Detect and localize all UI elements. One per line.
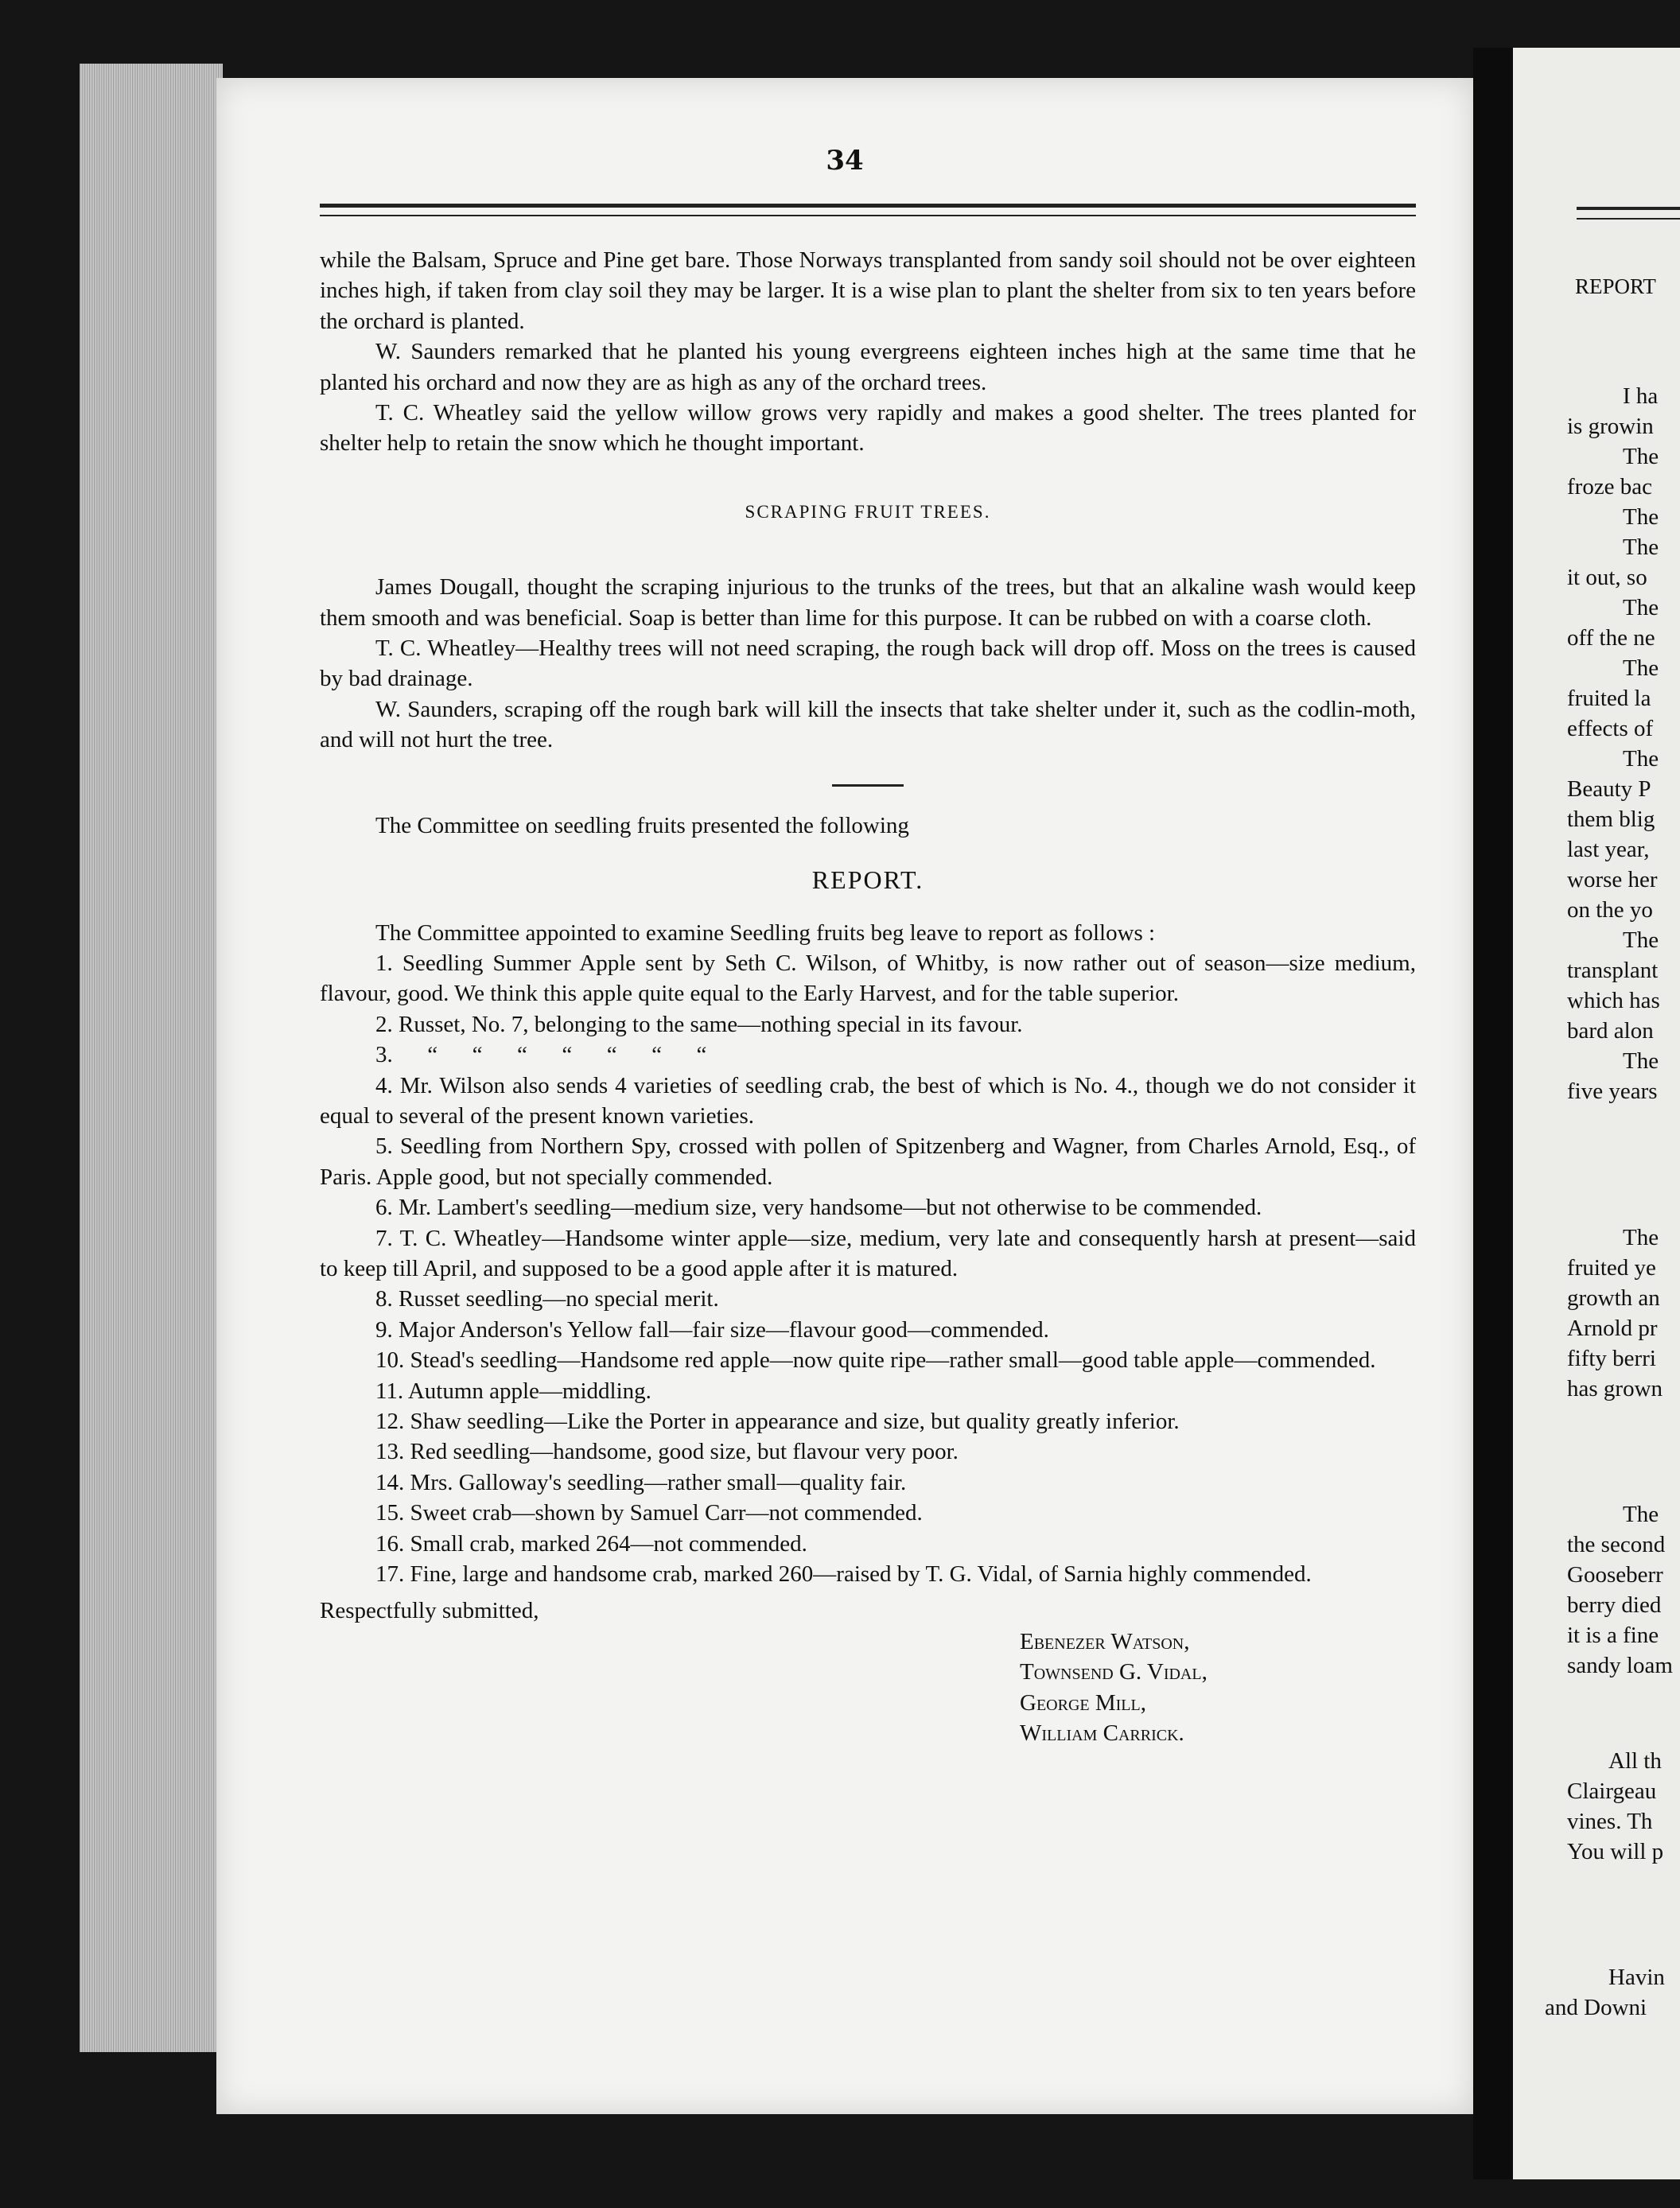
next-page-fragment: which has — [1567, 988, 1660, 1013]
report-item: 15. Sweet crab—shown by Samuel Carr—not commended. — [375, 1500, 923, 1526]
next-page-fragment: them blig — [1567, 807, 1655, 832]
header-double-rule — [320, 204, 1416, 216]
paragraph: James Dougall, thought the scraping injurious to the trunks of the trees, but that an alkaline wash would keep them smooth and was beneficial. Soap is better than lime for this purpose. It can be rubbed on with a coarse cloth. — [320, 574, 1416, 631]
next-page-fragment: You will p — [1567, 1839, 1664, 1864]
book-page-edges — [80, 64, 223, 2052]
paragraph: W. Saunders, scraping off the rough bark will kill the insects that take shelter under it, such as the codlin-moth, and will not hurt the tree. — [320, 696, 1416, 753]
next-page-fragment: sandy loam — [1567, 1653, 1673, 1678]
next-page-fragment: All th — [1608, 1748, 1662, 1774]
report-item: 7. T. C. Wheatley—Handsome winter apple—size, medium, very late and consequently harsh at present—said to keep till April, and supposed to be a good apple after it is matured. — [320, 1225, 1416, 1281]
report-heading: REPORT. — [811, 865, 924, 895]
next-page-fragment: The — [1623, 1048, 1659, 1074]
next-page-fragment: it is a fine — [1567, 1623, 1659, 1648]
report-item: 14. Mrs. Galloway's seedling—rather small—quality fair. — [375, 1469, 907, 1495]
next-page-fragment: bard alon — [1567, 1018, 1654, 1044]
book-page-left — [216, 78, 1473, 2114]
next-page-fragment: has grown — [1567, 1376, 1663, 1401]
next-page-fragment: last year, — [1567, 837, 1650, 862]
report-item: 2. Russet, No. 7, belonging to the same—nothing special in its favour. — [375, 1011, 1023, 1037]
next-page-fragment: fruited la — [1567, 686, 1651, 711]
book-page-right-partial — [1513, 48, 1680, 2179]
committee-intro: The Committee on seedling fruits presented the following — [375, 812, 909, 838]
report-item: 4. Mr. Wilson also sends 4 varieties of seedling crab, the best of which is No. 4., though we do not consider it equal to several of the present known varieties. — [320, 1072, 1416, 1129]
next-page-rule — [1577, 207, 1680, 220]
next-page-fragment: Havin — [1608, 1965, 1665, 1990]
next-page-fragment: The — [1623, 595, 1659, 620]
report-item: 8. Russet seedling—no special merit. — [375, 1286, 719, 1312]
next-page-fragment: on the yo — [1567, 897, 1653, 923]
report-item: 9. Major Anderson's Yellow fall—fair size—flavour good—commended. — [375, 1316, 1049, 1343]
next-page-fragment: five years — [1567, 1079, 1658, 1104]
next-page-fragment: The — [1623, 655, 1659, 681]
next-page-fragment: growth an — [1567, 1285, 1660, 1311]
next-page-fragment: fruited ye — [1567, 1255, 1656, 1281]
report-item: 13. Red seedling—handsome, good size, but flavour very poor. — [375, 1439, 959, 1465]
page-number: 34 — [826, 145, 864, 177]
report-item: 6. Mr. Lambert's seedling—medium size, very handsome—but not otherwise to be commended. — [375, 1195, 1262, 1221]
report-item: 16. Small crab, marked 264—not commended. — [375, 1530, 807, 1557]
next-page-fragment: The — [1623, 1225, 1659, 1250]
closing-line: Respectfully submitted, — [320, 1598, 539, 1624]
next-page-fragment: Gooseberr — [1567, 1562, 1663, 1588]
next-page-fragment: The — [1623, 927, 1659, 953]
report-intro: The Committee appointed to examine Seedling fruits beg leave to report as follows : — [375, 919, 1156, 946]
section-heading: SCRAPING FRUIT TREES. — [745, 501, 991, 522]
report-item: 10. Stead's seedling—Handsome red apple—now quite ripe—rather small—good table apple—commended. — [375, 1347, 1376, 1374]
signatory: George Mill, — [1020, 1689, 1146, 1716]
paragraph: T. C. Wheatley—Healthy trees will not need scraping, the rough back will drop off. Moss on the trees is caused by bad drainage. — [320, 636, 1416, 692]
next-page-fragment: worse her — [1567, 867, 1658, 892]
next-page-heading: REPORT — [1575, 274, 1656, 298]
book-gutter — [1473, 48, 1513, 2179]
report-item: 11. Autumn apple—middling. — [375, 1378, 651, 1404]
next-page-fragment: it out, so — [1567, 565, 1647, 590]
next-page-fragment: is growin — [1567, 414, 1654, 439]
next-page-fragment: froze bac — [1567, 474, 1653, 500]
report-item: 1. Seedling Summer Apple sent by Seth C. Wilson, of Whitby, is now rather out of season—size medium, flavour, good. We think this apple quite equal to the Early Harvest, and for the table superior. — [320, 950, 1416, 1007]
report-item: 12. Shaw seedling—Like the Porter in appearance and size, but quality greatly inferior. — [375, 1409, 1180, 1434]
next-page-fragment: The — [1623, 535, 1659, 560]
next-page-fragment: The — [1623, 1502, 1659, 1527]
next-page-fragment: The — [1623, 444, 1659, 469]
signatory: Ebenezer Watson, — [1020, 1628, 1190, 1654]
next-page-fragment: effects of — [1567, 716, 1654, 741]
next-page-fragment: Clairgeau — [1567, 1778, 1657, 1804]
next-page-fragment: The — [1623, 746, 1659, 772]
signatory: William Carrick. — [1020, 1720, 1184, 1747]
next-page-fragment: vines. Th — [1567, 1809, 1653, 1834]
next-page-fragment: I ha — [1623, 383, 1659, 409]
paragraph: W. Saunders remarked that he planted his young evergreens eighteen inches high at the same time that he planted his orchard and now they are as high as any of the orchard trees. — [320, 339, 1416, 395]
report-item: 17. Fine, large and handsome crab, marked 260—raised by T. G. Vidal, of Sarnia highly commended. — [375, 1561, 1312, 1588]
report-item: 3. “ “ “ “ “ “ “ — [375, 1042, 707, 1068]
signature-block — [1020, 1627, 1416, 1749]
next-page-fragment: berry died — [1567, 1592, 1662, 1618]
paragraph: T. C. Wheatley said the yellow willow grows very rapidly and makes a good shelter. The trees planted for shelter help to retain the snow which he thought important. — [320, 400, 1416, 457]
next-page-fragment: The — [1623, 504, 1659, 530]
page-body — [320, 245, 1416, 1748]
signatory: Townsend G. Vidal, — [1020, 1659, 1208, 1685]
next-page-fragment: the second — [1567, 1532, 1666, 1557]
next-page-fragment: Arnold pr — [1567, 1316, 1658, 1341]
paragraph: while the Balsam, Spruce and Pine get bare. Those Norways transplanted from sandy soil should not be over eighteen inches high, if taken from clay soil they may be larger. It is a wise plan to plant the shelter from six to ten years before the orchard is planted. — [320, 247, 1416, 334]
next-page-fragment: transplant — [1567, 958, 1659, 983]
separator-rule — [832, 784, 904, 787]
next-page-fragment: and Downi — [1545, 1995, 1647, 2020]
next-page-fragment: fifty berri — [1567, 1346, 1656, 1371]
report-item: 5. Seedling from Northern Spy, crossed with pollen of Spitzenberg and Wagner, from Charles Arnold, Esq., of Paris. Apple good, but not specially commended. — [320, 1133, 1416, 1190]
next-page-fragment: Beauty P — [1567, 776, 1651, 802]
next-page-fragment: off the ne — [1567, 625, 1655, 651]
